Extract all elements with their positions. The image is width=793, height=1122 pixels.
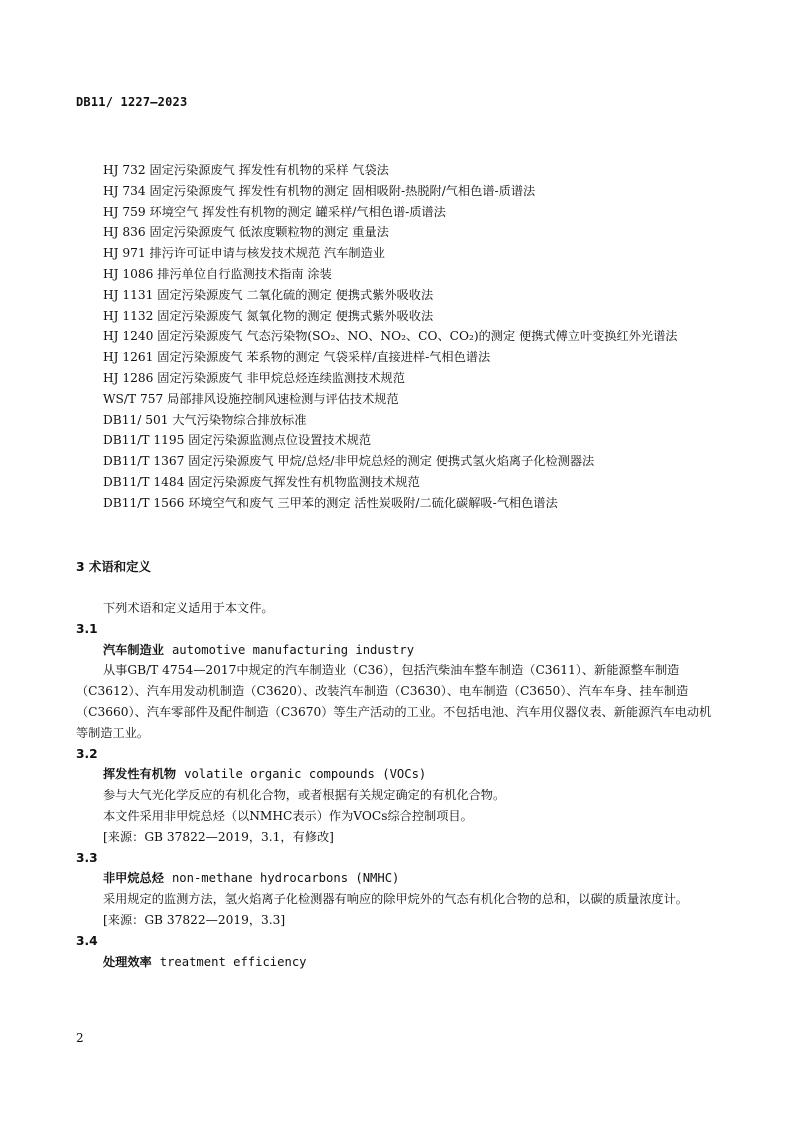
term-number: 3.2 [76, 746, 98, 761]
term-heading [76, 952, 716, 973]
term-source: [来源：GB 37822—2019，3.3] [103, 912, 286, 927]
reference-item: HJ 1286 固定污染源废气 非甲烷总烃连续监测技术规范 [103, 370, 405, 385]
reference-item: DB11/ 501 大气污染物综合排放标准 [103, 412, 307, 427]
term-name-zh: 非甲烷总烃 [103, 871, 164, 886]
reference-item: DB11/T 1195 固定污染源监测点位设置技术规范 [103, 433, 372, 448]
term-heading [76, 764, 716, 785]
terms-and-definitions-body [76, 598, 716, 972]
term-heading [76, 640, 716, 661]
reference-item: DB11/T 1566 环境空气和废气 三甲苯的测定 活性炭吸附/二硫化碳解吸-气相色谱法 [103, 495, 558, 510]
document-code-header: DB11/ 1227—2023 [76, 95, 188, 109]
reference-item: HJ 836 固定污染源废气 低浓度颗粒物的测定 重量法 [103, 225, 389, 240]
term-number: 3.3 [76, 850, 98, 865]
reference-item: HJ 759 环境空气 挥发性有机物的测定 罐采样/气相色谱-质谱法 [103, 204, 446, 219]
term-definition: 采用规定的监测方法，氢火焰离子化检测器有响应的除甲烷外的气态有机化合物的总和，以碳的质量浓度计。 [103, 892, 688, 907]
term-name-en: automotive manufacturing industry [171, 642, 415, 657]
reference-item: HJ 1132 固定污染源废气 氮氧化物的测定 便携式紫外吸收法 [103, 308, 434, 323]
term-name-zh: 处理效率 [103, 954, 152, 969]
reference-item: HJ 734 固定污染源废气 挥发性有机物的测定 固相吸附-热脱附/气相色谱-质谱法 [103, 183, 536, 198]
normative-references-list [76, 160, 716, 514]
term-definition-note: 本文件采用非甲烷总烃（以NMHC表示）作为VOCs综合控制项目。 [103, 808, 473, 823]
term-heading [76, 868, 716, 889]
term-number: 3.4 [76, 933, 98, 948]
reference-item: DB11/T 1484 固定污染源废气挥发性有机物监测技术规范 [103, 474, 420, 489]
term-name-zh: 挥发性有机物 [103, 767, 177, 782]
section-3-heading: 3 术语和定义 [76, 559, 151, 574]
reference-item: HJ 1086 排污单位自行监测技术指南 涂装 [103, 266, 332, 281]
reference-item: HJ 1261 固定污染源废气 苯系物的测定 气袋采样/直接进样-气相色谱法 [103, 350, 491, 365]
reference-item: HJ 971 排污许可证申请与核发技术规范 汽车制造业 [103, 246, 385, 261]
term-name-en: non-methane hydrocarbons (NMHC) [171, 871, 400, 886]
reference-item: HJ 1131 固定污染源废气 二氧化硫的测定 便携式紫外吸收法 [103, 287, 434, 302]
reference-item: HJ 732 固定污染源废气 挥发性有机物的采样 气袋法 [103, 163, 389, 177]
reference-item: WS/T 757 局部排风设施控制风速检测与评估技术规范 [103, 391, 399, 406]
term-number: 3.1 [76, 621, 98, 636]
page-number: 2 [76, 1031, 84, 1045]
term-source: [来源：GB 37822—2019，3.1，有修改] [103, 829, 334, 844]
term-name-en: treatment efficiency [159, 954, 307, 969]
section-intro: 下列术语和定义适用于本文件。 [103, 601, 274, 615]
term-definition: 参与大气光化学反应的有机化合物，或者根据有关规定确定的有机化合物。 [103, 788, 506, 803]
term-name-zh: 汽车制造业 [103, 642, 164, 657]
term-name-en: volatile organic compounds (VOCs) [184, 767, 427, 782]
reference-item: DB11/T 1367 固定污染源废气 甲烷/总烃/非甲烷总烃的测定 便携式氢火焰离子化检测器法 [103, 454, 595, 469]
term-definition: 从事GB/T 4754—2017中规定的汽车制造业（C36），包括汽柴油车整车制造（C3611）、新能源整车制造（C3612）、汽车用发动机制造（C3620）、改装汽车制造（C3630）、电车制造（C3650）、汽车车身、挂车制造（C3660）、汽车零部件及配件制造（C3670）等生产活动的工业。不包括电池、汽车用仪器仪表、新能源汽车电动机等制造工业。 [76, 663, 712, 740]
reference-item: HJ 1240 固定污染源废气 气态污染物(SO₂、NO、NO₂、CO、CO₂)的测定 便携式傅立叶变换红外光谱法 [103, 329, 678, 344]
